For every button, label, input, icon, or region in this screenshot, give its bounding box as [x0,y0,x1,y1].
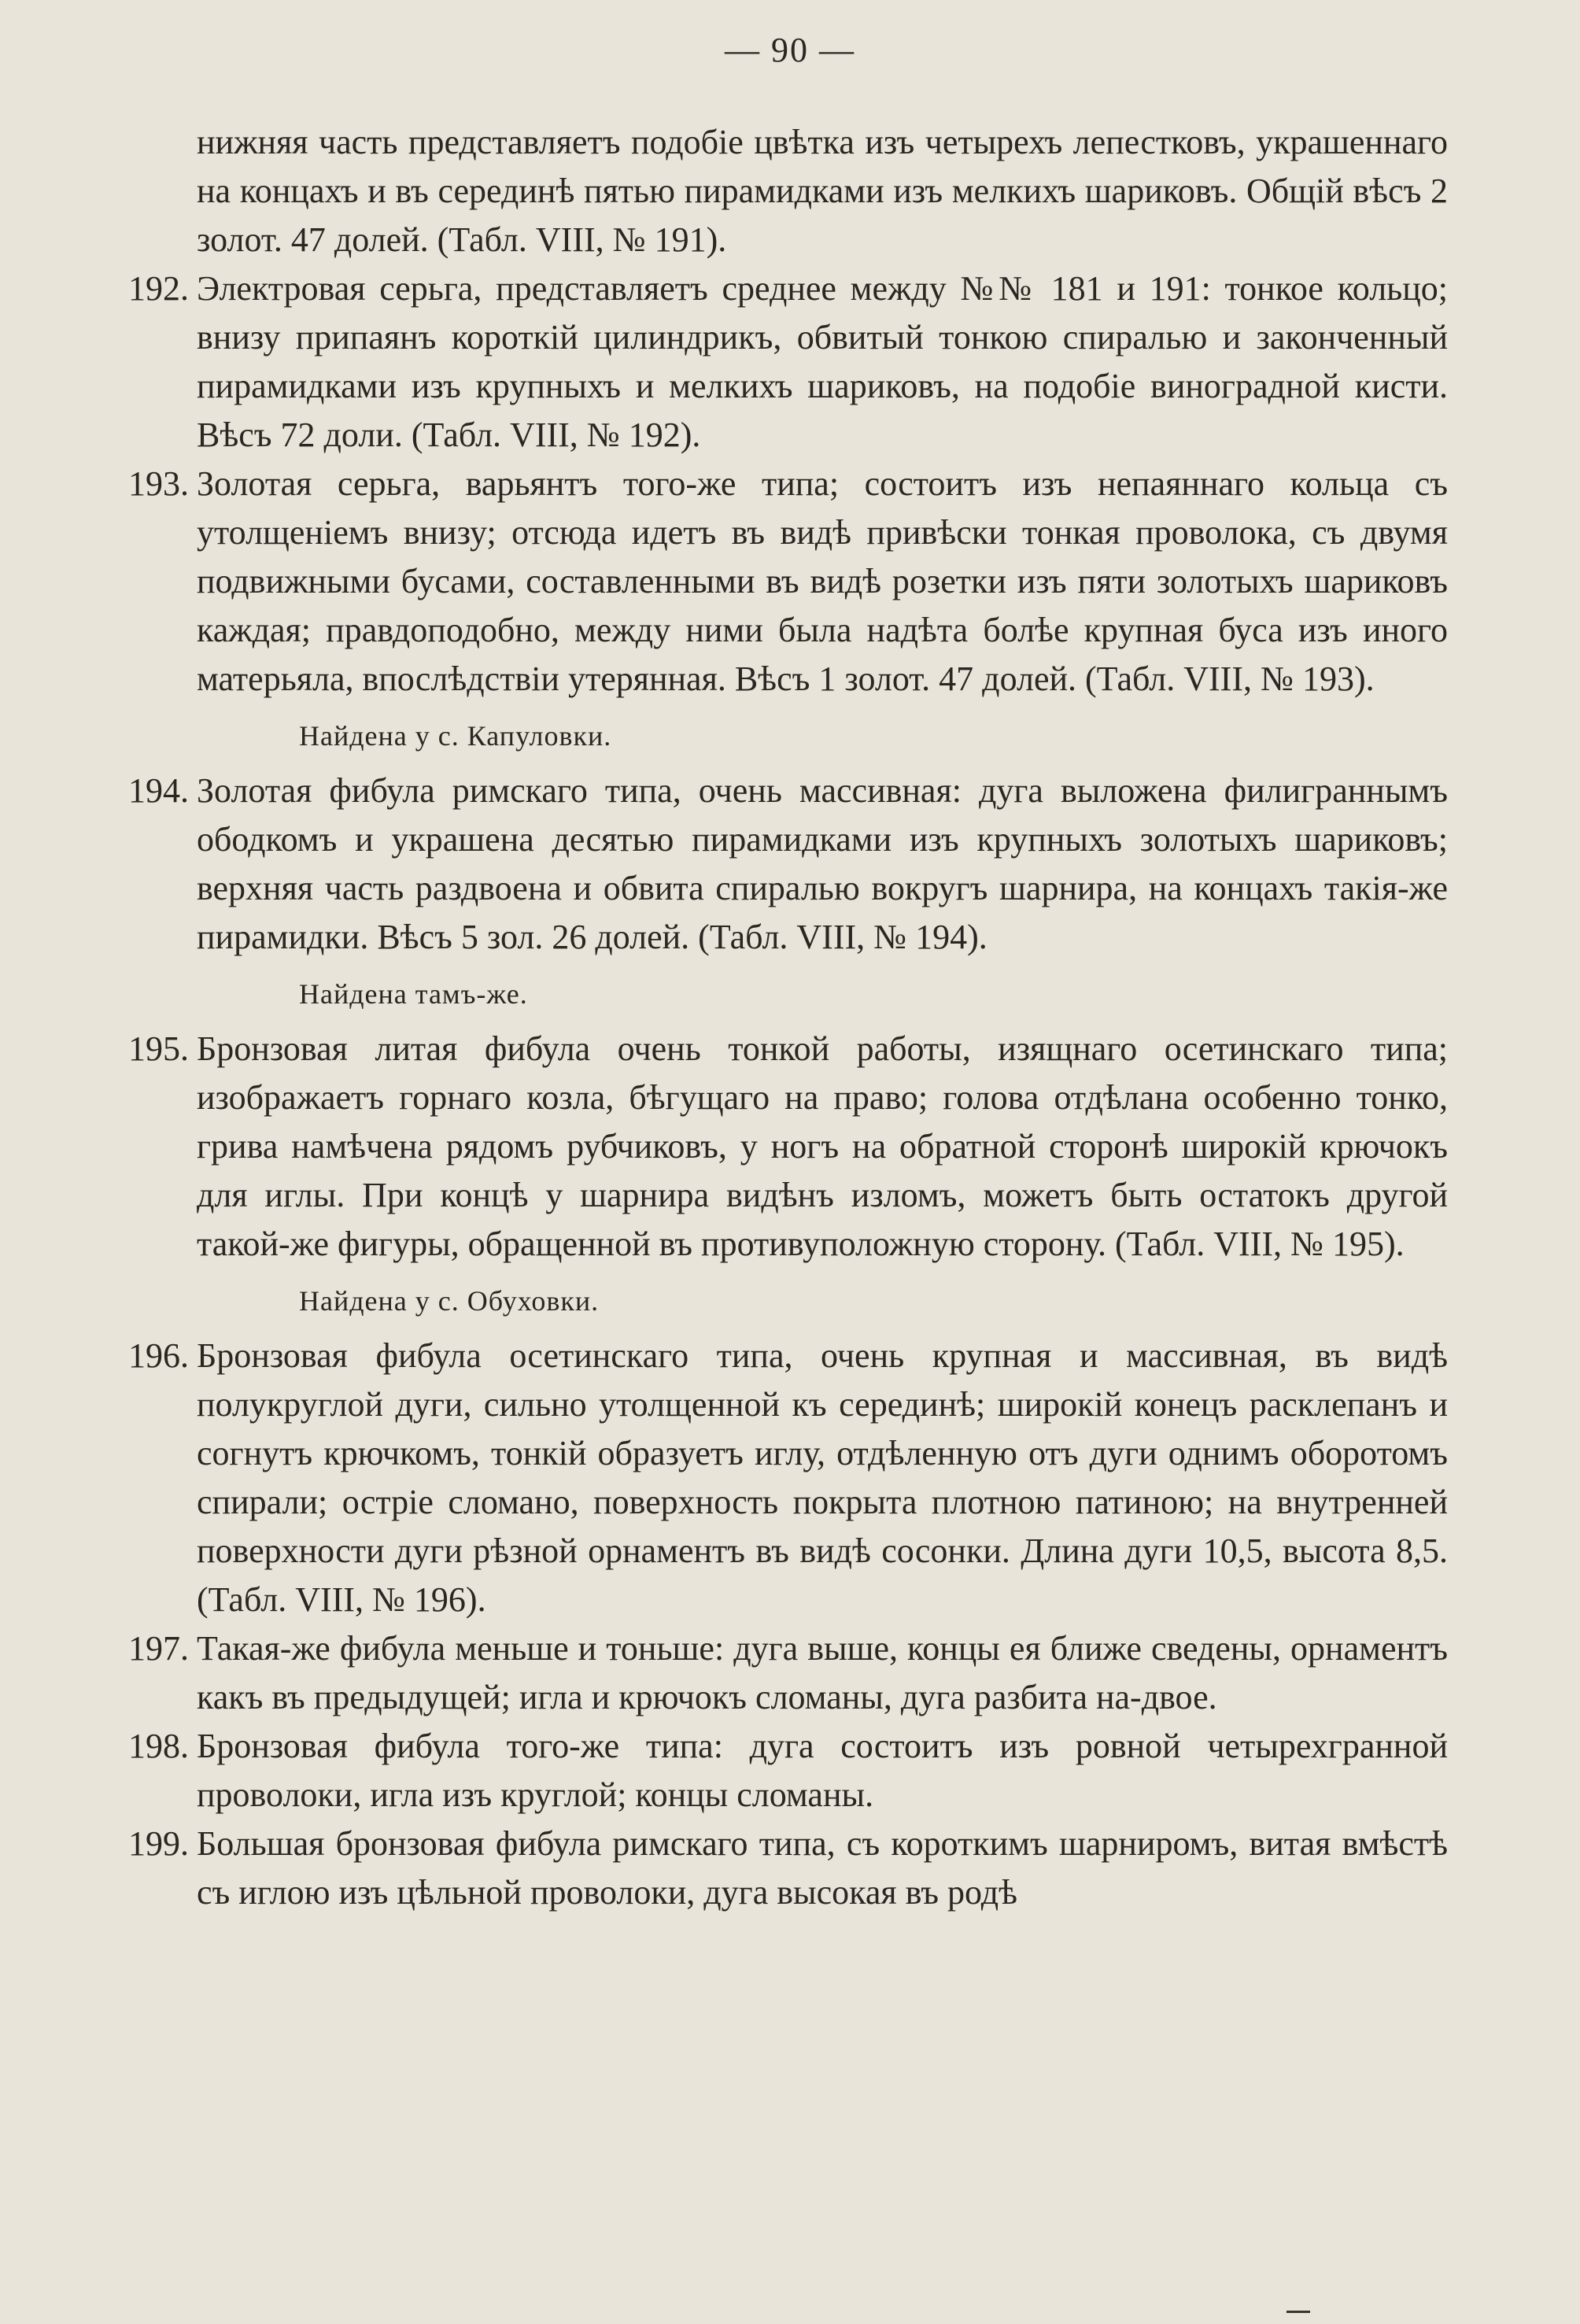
entry-192 [128,264,1448,460]
entry-text: Золотая фибула римскаго типа, очень массивная: дуга выложена филиграннымъ ободкомъ и украшена десятью пирамидками изъ крупныхъ золотыхъ шариковъ; верхняя часть раздвоена и обвита спиралью вокругъ шарнира, на концахъ такія-же пирамидки. Вѣсъ 5 зол. 26 долей. (Табл. VIII, № 194). [197,771,1448,956]
entry-text: Такая-же фибула меньше и тоньше: дуга выше, концы ея ближе сведены, орнаментъ какъ въ предыдущей; игла и крючокъ сломаны, дуга разбита на-двое. [197,1629,1448,1716]
page-edge-mark [1287,2311,1310,2313]
entry-number: 194. [128,771,189,810]
page-number: — 90 — [725,31,855,69]
entry-number: 196. [128,1336,189,1375]
entry-198 [128,1722,1448,1820]
find-location-note: Найдена у с. Обуховки. [299,1285,600,1317]
find-location-note: Найдена у с. Капуловки. [299,720,612,752]
entry-text: Золотая серьга, варьянтъ того-же типа; состоитъ изъ непаяннаго кольца съ утолщеніемъ внизу; отсюда идетъ въ видѣ привѣски тонкая проволока, съ двумя подвижными бусами, составленными въ видѣ розетки изъ пяти золотыхъ шариковъ каждая; правдоподобно, между ними была надѣта болѣе крупная буса изъ иного матерьяла, впослѣдствіи утерянная. Вѣсъ 1 золот. 47 долей. (Табл. VIII, № 193). [197,464,1448,698]
entry-197 [128,1624,1448,1722]
entry-number: 197. [128,1629,189,1668]
entry-195 [128,1025,1448,1269]
find-location-note: Найдена тамъ-же. [299,978,528,1010]
entry-number: 195. [128,1029,189,1068]
entry-text: Бронзовая литая фибула очень тонкой работы, изящнаго осетинскаго типа; изображаетъ горнаго козла, бѣгущаго на право; голова отдѣлана особенно тонко, грива намѣчена рядомъ рубчиковъ, у ногъ на обратной сторонѣ широкій крючокъ для иглы. При концѣ у шарнира видѣнъ изломъ, можетъ быть остатокъ другой такой-же фигуры, обращенной въ противуположную сторону. (Табл. VIII, № 195). [197,1029,1448,1263]
entry-number: 199. [128,1824,189,1863]
entry-199 [128,1820,1448,1917]
entry-number: 198. [128,1727,189,1765]
entry-196 [128,1332,1448,1624]
entry-193 [128,460,1448,704]
entry-text: Бронзовая фибула того-же типа: дуга состоитъ изъ ровной четырехгранной проволоки, игла изъ круглой; концы сломаны. [197,1727,1448,1814]
page-body [128,118,1448,1917]
entry-text: Большая бронзовая фибула римскаго типа, съ короткимъ шарниромъ, витая вмѣстѣ съ иглою изъ цѣльной проволоки, дуга высокая въ родѣ [197,1824,1448,1912]
continuation-paragraph: нижняя часть представляетъ подобіе цвѣтка изъ четырехъ лепестковъ, украшеннаго на концахъ и въ серединѣ пятью пирамидками изъ мелкихъ шариковъ. Общій вѣсъ 2 золот. 47 долей. (Табл. VIII, № 191). [197,123,1448,259]
entry-194 [128,767,1448,962]
entry-number: 193. [128,464,189,503]
entry-number: 192. [128,269,189,308]
entry-text: Бронзовая фибула осетинскаго типа, очень крупная и массивная, въ видѣ полукруглой дуги, сильно утолщенной къ серединѣ; широкій конецъ расклепанъ и согнутъ крючкомъ, тонкій образуетъ иглу, отдѣленную отъ дуги однимъ оборотомъ спирали; остріе сломано, поверхность покрыта плотною патиною; на внутренней поверхности дуги рѣзной орнаментъ въ видѣ сосонки. Длина дуги 10,5, высота 8,5. (Табл. VIII, № 196). [197,1336,1448,1619]
entry-text: Электровая серьга, представляетъ среднее между №№ 181 и 191: тонкое кольцо; внизу припаянъ короткій цилиндрикъ, обвитый тонкою спиралью и законченный пирамидками изъ крупныхъ и мелкихъ шариковъ, на подобіе виноградной кисти. Вѣсъ 72 доли. (Табл. VIII, № 192). [197,269,1448,454]
